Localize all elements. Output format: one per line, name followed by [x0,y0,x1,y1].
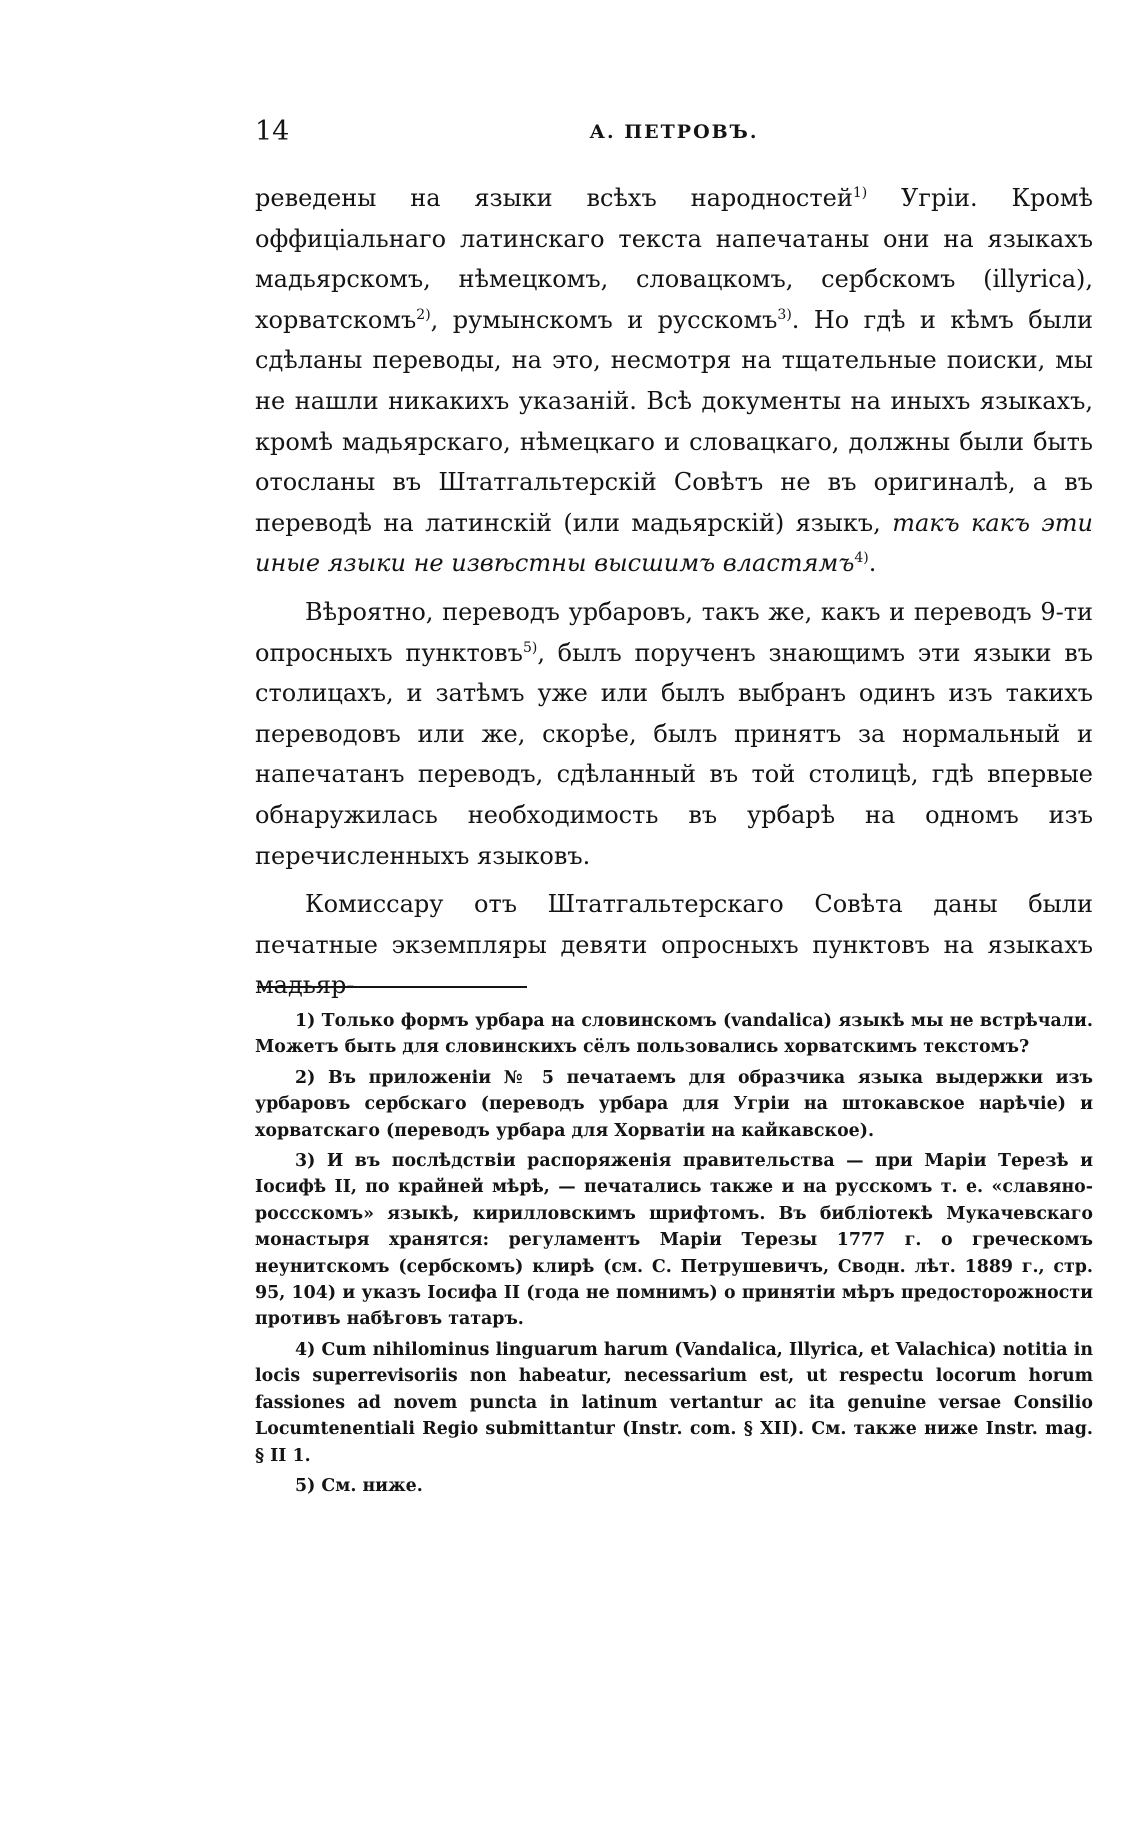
footnote-4: 4) Cum nihilominus linguarum harum (Vandalica, Illyrica, et Valachica) notitia in locis superrevisoriis non habeatur, necessarium est, ut respectu locorum horum fassiones ad novem puncta in latinum vertantur ac ita genuine versae Consilio Locumtenentiali Regio submittantur (Instr. com. § XII). См. также ниже Instr. mag. § II 1. [255,1339,1093,1466]
paragraph-1-italic: такъ какъ эти иные языки не извѣстны высшимъ властямъ [255,508,1094,578]
paragraph-1 [255,178,1093,584]
paragraph-1-text: реведены на языки всѣхъ народностей [255,184,853,212]
paragraph-3: Комиссару отъ Штатгальтерскаго Совѣта даны были печатные экземпляры девяти опросныхъ пунктовъ на языкахъ мадьяр- [255,890,1093,1000]
running-title: А. ПЕТРОВЪ. [589,121,759,143]
page-header [255,112,1093,152]
paragraph-2-text: Вѣроятно, переводъ урбаровъ, такъ же, какъ и переводъ 9-ти опросныхъ пунктовъ [255,597,1093,667]
footnote-1: 1) Только формъ урбара на словинскомъ (vandalica) языкѣ мы не встрѣчали. Можетъ быть для словинскихъ сёлъ пользовались хорватскимъ текстомъ? [255,1011,1093,1058]
footnote-5: 5) См. ниже. [295,1475,423,1496]
paragraph-2 [255,592,1093,876]
footnote-ref-5: 5) [522,639,538,656]
main-text [255,178,1093,1006]
paragraph-2-text: , былъ порученъ знающимъ эти языки въ столицахъ, и затѣмъ уже или былъ выбранъ одинъ изъ такихъ переводовъ или же, скорѣе, былъ принятъ за нормальный и напечатанъ переводъ, сдѣланный въ той столицѣ, гдѣ впервые обнаружилась необходимость въ урбарѣ на одномъ изъ перечисленныхъ языковъ. [255,638,1093,870]
footnote-ref-4: 4) [854,550,869,567]
page-number: 14 [255,116,290,147]
paragraph-1-end: . [868,549,877,578]
footnote-ref-3: 3) [777,306,792,323]
paragraph-1-text: Угріи. Кромѣ оффиціальнаго латинскаго текста напечатаны они на языкахъ мадьярскомъ, нѣмецкомъ, словацкомъ, сербскомъ (illyrica), хорватскомъ [255,184,1094,334]
paragraph-1-text: , румынскомъ и русскомъ [430,305,778,334]
footnote-ref-1: 1) [852,185,868,201]
footnote-3: 3) И въ послѣдствіи распоряженія правительства — при Маріи Терезѣ и Іосифѣ II, по крайней мѣрѣ, — печатались также и на русскомъ т. е. «славяно-россскомъ» языкѣ, кирилловскимъ шрифтомъ. Въ библіотекѣ Мукачевскаго монастыря хранятся: регуламентъ Маріи Терезы 1777 г. о греческомъ неунитскомъ (сербскомъ) клирѣ (см. С. Петрушевичъ, Сводн. лѣт. 1889 г., стр. 95, 104) и указъ Іосифа II (года не помнимъ) о принятіи мѣръ предосторожности противъ набѣговъ татаръ. [255,1151,1093,1330]
paragraph-1-text: . Но гдѣ и кѣмъ были сдѣланы переводы, на это, несмотря на тщательные поиски, мы не нашли никакихъ указаній. Всѣ документы на иныхъ языкахъ, кромѣ мадьярскаго, нѣмецкаго и словацкаго, должны были быть отосланы въ Штатгальтерскій Совѣтъ не въ оригиналѣ, а въ переводѣ на латинскій (или мадьярскій) языкъ, [255,305,1093,537]
footnotes [255,1008,1093,1503]
footnote-2: 2) Въ приложеніи № 5 печатаемъ для образчика языка выдержки изъ урбаровъ сербскаго (переводъ урбара для Угріи на штокавское нарѣчіе) и хорватскаго (переводъ урбара для Хорватіи на кайкавское). [255,1067,1093,1141]
footnote-ref-2: 2) [416,306,431,323]
footnote-divider [257,986,527,988]
